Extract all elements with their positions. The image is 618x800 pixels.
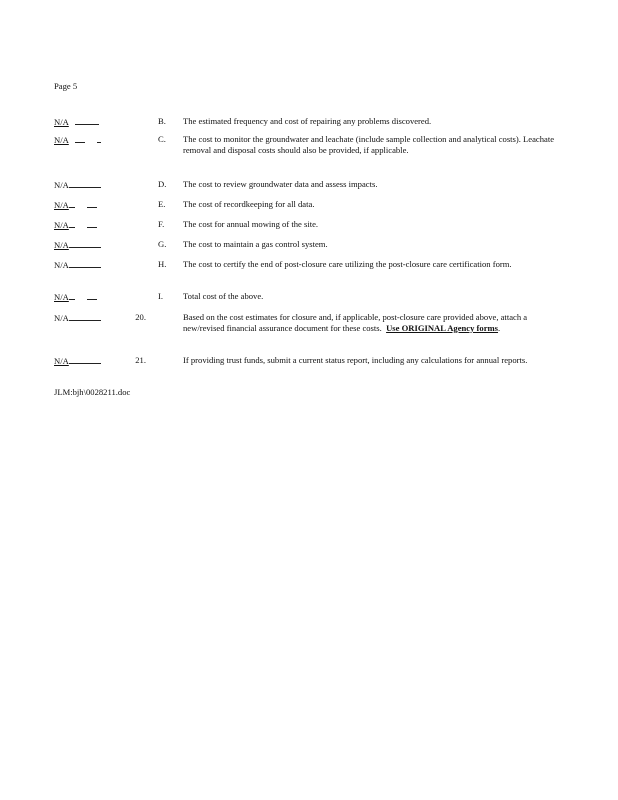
item-marker: I. [158, 291, 164, 301]
response-field: N/A [54, 199, 106, 211]
response-field: N/A [54, 355, 106, 367]
item-text: The cost to certify the end of post-closure care utilizing the post-closure care certification form. [183, 259, 512, 269]
item-marker: C. [158, 134, 166, 144]
page-number: Page 5 [54, 81, 78, 91]
item-text: The cost for annual mowing of the site. [183, 219, 319, 229]
item-marker: D. [158, 179, 167, 189]
document-filename: JLM:bjh\0028211.doc [54, 387, 131, 397]
response-field: N/A [54, 134, 106, 146]
item-text: The cost to monitor the groundwater and leachate (include sample collection and analytical costs). Leachate removal and disposal costs should also be provided, if applicable. [183, 134, 555, 155]
response-field: N/A [54, 239, 106, 251]
item-marker: H. [158, 259, 167, 269]
response-field: N/A [54, 312, 106, 324]
item-text: The cost of recordkeeping for all data. [183, 199, 315, 209]
item-text: The cost to review groundwater data and assess impacts. [183, 179, 378, 189]
emphasis-text: Use ORIGINAL Agency forms [386, 322, 499, 333]
response-field: N/A [54, 179, 106, 191]
response-field: N/A [54, 259, 106, 271]
response-field: N/A [54, 116, 106, 128]
item-text: The cost to maintain a gas control system. [183, 239, 328, 249]
item-text: Total cost of the above. [183, 291, 264, 301]
item-text: The estimated frequency and cost of repairing any problems discovered. [183, 116, 432, 126]
item-marker: E. [158, 199, 166, 209]
response-field: N/A [54, 291, 106, 303]
item-number: 20. [135, 312, 146, 322]
item-marker: F. [158, 219, 165, 229]
response-field: N/A [54, 219, 106, 231]
item-text: Based on the cost estimates for closure and, if applicable, post-closure care provided above, attach a new/revised financial assurance document for these costs. Use ORIGINAL Agency forms. [183, 312, 528, 333]
item-text: If providing trust funds, submit a current status report, including any calculations for annual reports. [183, 355, 528, 365]
item-marker: G. [158, 239, 167, 249]
item-marker: B. [158, 116, 166, 126]
item-number: 21. [135, 355, 146, 365]
